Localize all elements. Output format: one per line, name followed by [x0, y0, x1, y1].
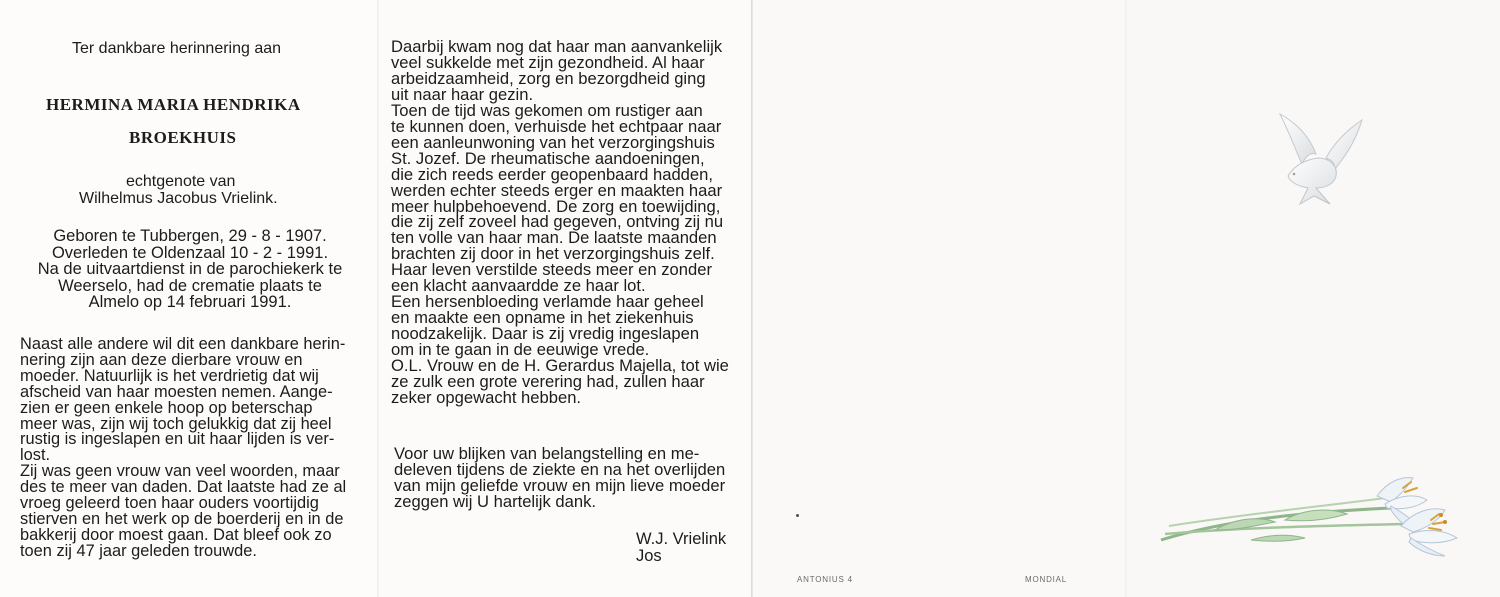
text-line: St. Jozef. De rheumatische aandoeningen, [391, 148, 705, 168]
imprint-right: MONDIAL [1025, 575, 1068, 584]
text-line: toen zij 47 jaar geleden trouwde. [20, 541, 257, 560]
text-line: deleven tijdens de ziekte en na het overlijden [394, 459, 726, 479]
text-line: zeker opgewacht hebben. [391, 387, 582, 407]
text-line: O.L. Vrouw en de H. Gerardus Majella, tot wie [391, 356, 729, 376]
text-line: ze zulk een grote verering had, zullen haar [391, 372, 705, 392]
thanks-text [394, 446, 725, 510]
text-line: afscheid van haar moesten nemen. Aange- [20, 382, 333, 401]
text-line: brachten zij door in het verzorgingshuis zelf. [391, 244, 715, 264]
text-line: Een hersenbloeding verlamde haar geheel [391, 292, 704, 312]
text-line: om in te gaan in de eeuwige vrede. [391, 340, 650, 360]
fold-line [1125, 0, 1127, 597]
text-line: rustig is ingeslapen en uit haar lijden is ver- [20, 430, 335, 449]
date-line: Almelo op 14 februari 1991. [88, 293, 292, 312]
spouse-name: Wilhelmus Jacobus Vrielink. [79, 190, 278, 207]
deceased-surname: BROEKHUIS [129, 128, 237, 147]
text-line: stierven en het werk op de boerderij en in de [20, 509, 344, 528]
intro-text: Ter dankbare herinnering aan [72, 40, 282, 57]
text-line: uit naar haar gezin. [391, 84, 534, 104]
text-line: die zich reeds eerder geopenbaard hadden, [391, 164, 713, 184]
text-line: Haar leven verstilde steeds meer en zonder [391, 260, 712, 280]
memorial-text-left [20, 337, 346, 560]
dates-block [12, 228, 368, 311]
date-line: Overleden te Oldenzaal 10 - 2 - 1991. [51, 243, 329, 262]
text-line: arbeidzaamheid, zorg en bezorgdheid ging [391, 68, 706, 88]
text-line: Naast alle andere wil dit een dankbare herin- [20, 335, 346, 353]
text-line: Toen de tijd was gekomen om rustiger aan [391, 100, 703, 120]
signature-name-2: Jos [636, 547, 662, 565]
date-line: Weerselo, had de crematie plaats te [58, 276, 322, 295]
text-line: Zij was geen vrouw van veel woorden, maar [20, 462, 340, 481]
fold-line [377, 0, 379, 597]
text-line: nering zijn aan deze dierbare vrouw en [20, 350, 303, 369]
spouse-label: echtgenote van [126, 173, 236, 190]
fold-line [751, 0, 753, 597]
text-line: Voor uw blijken van belangstelling en me- [394, 444, 700, 463]
text-line: zeggen wij U hartelijk dank. [394, 491, 596, 511]
text-line: des te meer van daden. Dat laatste had ze al [20, 478, 347, 497]
lily-flower-icon [1155, 468, 1470, 558]
text-line: lost. [20, 446, 51, 465]
text-line: moeder. Natuurlijk is het verdrietig dat wij [20, 366, 319, 385]
text-line: zien er geen enkele hoop op beterschap [20, 398, 313, 417]
paper-speck [796, 514, 799, 517]
text-line: Daarbij kwam nog dat haar man aanvankelijk [391, 37, 723, 56]
text-line: een aanleunwoning van het verzorgingshuis [391, 132, 715, 152]
deceased-name: HERMINA MARIA HENDRIKA [46, 95, 301, 114]
text-line: ten volle van haar man. De laatste maanden [391, 228, 717, 248]
text-line: noodzakelijk. Daar is zij vredig ingeslapen [391, 324, 700, 344]
text-line: meer was, zijn wij toch gelukkig dat zij heel [20, 414, 332, 433]
text-line: veel sukkelde met zijn gezondheid. Al haar [391, 52, 705, 72]
panel-blank [752, 0, 1126, 597]
text-line: en maakte een opname in het ziekenhuis [391, 308, 694, 328]
text-line: meer hulpbehoevend. De zorg en toewijding, [391, 196, 721, 216]
text-line: van mijn geliefde vrouw en mijn lieve moeder [394, 475, 726, 495]
signature-name: W.J. Vrielink [636, 530, 727, 548]
date-line: Geboren te Tubbergen, 29 - 8 - 1907. [53, 227, 327, 245]
date-line: Na de uitvaartdienst in de parochiekerk te [37, 260, 343, 279]
text-line: vroeg geleerd toen haar ouders voortijdig [20, 494, 319, 513]
text-line: werden echter steeds erger en maakten haar [391, 180, 723, 200]
imprint-left: ANTONIUS 4 [797, 575, 853, 584]
dove-icon [1270, 108, 1370, 210]
text-line: te kunnen doen, verhuisde het echtpaar naar [391, 116, 722, 136]
text-line: bakkerij door moest gaan. Dat bleef ook zo [20, 525, 332, 544]
text-line: die zij zelf zoveel had gegeven, ontving zij nu [391, 212, 724, 232]
memorial-text-right [391, 39, 729, 406]
text-line: een klacht aanvaardde ze haar lot. [391, 276, 646, 296]
